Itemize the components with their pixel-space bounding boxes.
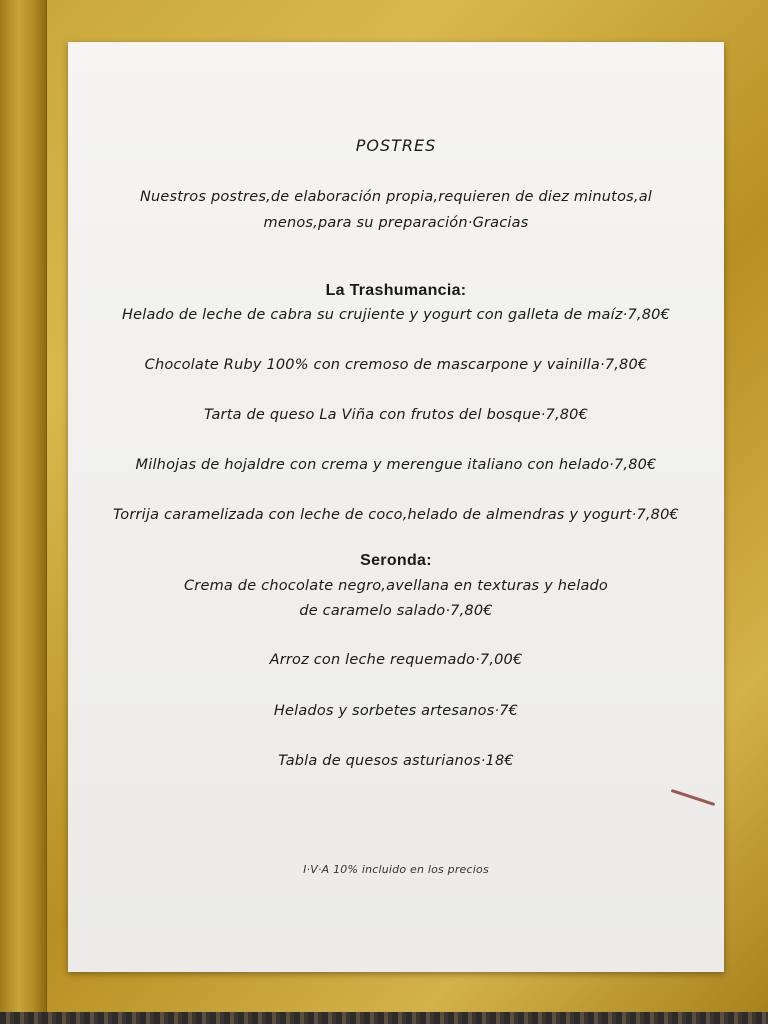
menu-item: Torrija caramelizada con leche de coco,helado de almendras y yogurt·7,80€: [113, 507, 679, 523]
menu-item: Milhojas de hojaldre con crema y merengue italiano con helado·7,80€: [135, 457, 657, 473]
menu-sheet: [68, 42, 724, 972]
section-heading-seronda: Seronda:: [360, 552, 432, 569]
menu-item: Helado de leche de cabra su crujiente y yogurt con galleta de maíz·7,80€: [122, 307, 670, 323]
menu-item: Tarta de queso La Viña con frutos del bosque·7,80€: [203, 407, 589, 423]
tax-note: I·V·A 10% incluido en los precios: [303, 863, 489, 876]
menu-cover-spine: [0, 0, 47, 1024]
table-edge: [0, 1012, 768, 1024]
intro-line-2: menos,para su preparación·Gracias: [263, 215, 529, 231]
menu-item-line-2: de caramelo salado·7,80€: [299, 603, 493, 619]
section-heading-trashumancia: La Trashumancia:: [325, 282, 467, 299]
menu-item-line-1: Crema de chocolate negro,avellana en texturas y helado: [183, 578, 609, 594]
menu-item: Helados y sorbetes artesanos·7€: [273, 703, 519, 719]
menu-item: Arroz con leche requemado·7,00€: [269, 652, 523, 668]
ink-mark: [671, 789, 716, 806]
menu-item: Chocolate Ruby 100% con cremoso de mascarpone y vainilla·7,80€: [144, 357, 648, 373]
page-title: POSTRES: [355, 136, 437, 155]
intro-line-1: Nuestros postres,de elaboración propia,requieren de diez minutos,al: [139, 189, 653, 205]
menu-item: Tabla de quesos asturianos·18€: [278, 753, 514, 769]
